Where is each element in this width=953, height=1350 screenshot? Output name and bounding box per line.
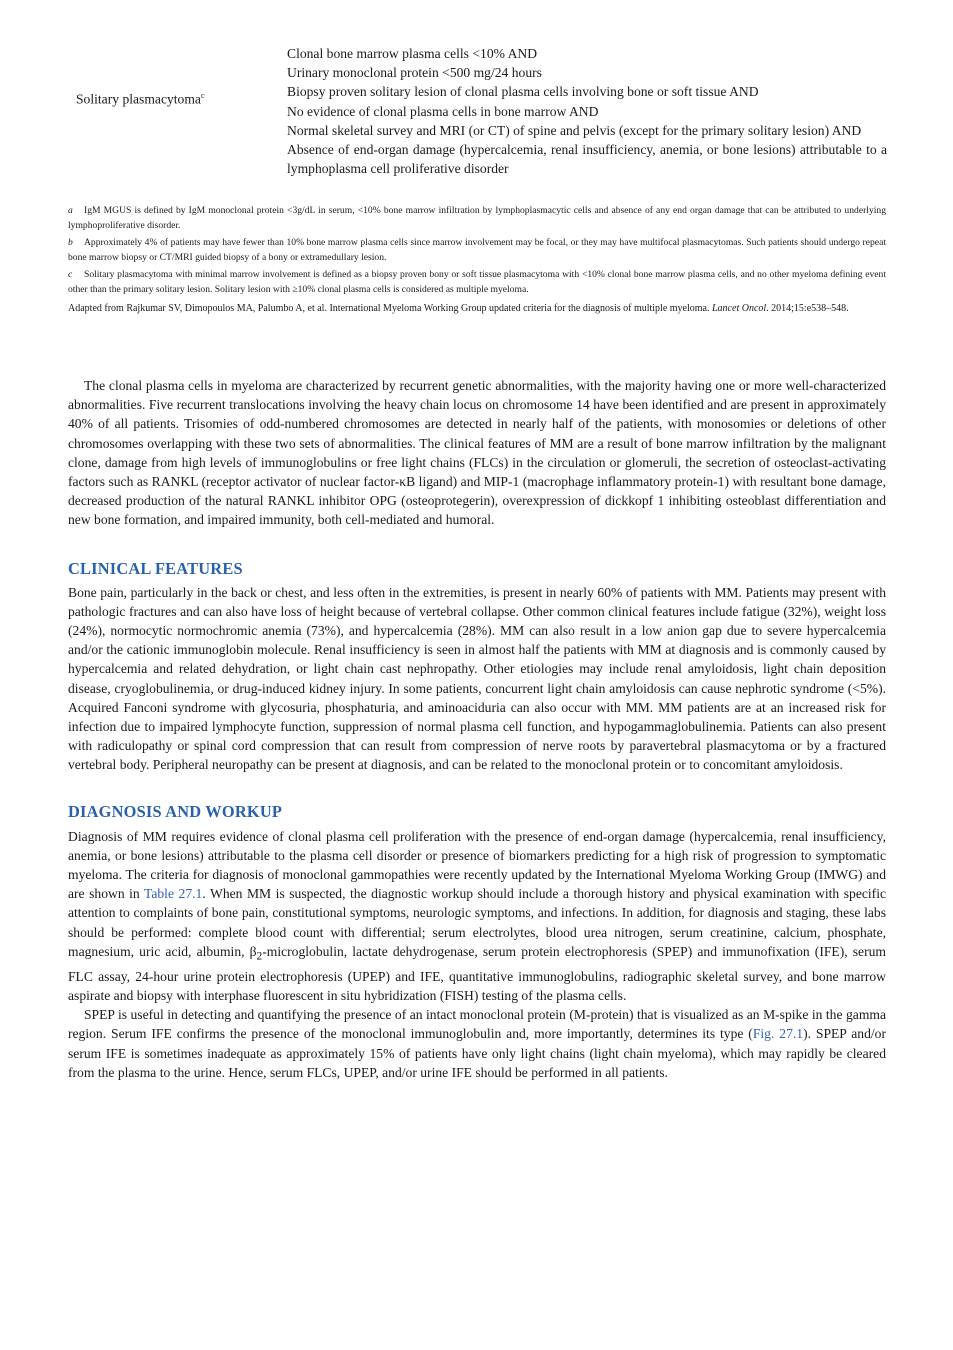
diagnosis-text: SPEP is useful in detecting and quantifying the presence of an intact monoclonal protein (M-protein) that is visualized as an M-spike in the gamma region. Serum IFE confirms the presence of the monoclonal immunoglobulin and, more importantly, determines its type ( [68, 1007, 886, 1042]
diagnosis-text: Diagnosis of MM requires evidence of clonal plasma cell proliferation with the presence of end-organ damage (hypercalcemia, renal insufficiency, anemia, or bone lesions) attributable to the plasma cell disorder or presence of biomarkers predicting for a high risk of progression to symptomatic myeloma. The criteria for diagnosis of monoclonal gammopathies were recently updated by the International Myeloma Working Group (IMWG) and are shown in [68, 828, 886, 902]
footnote-text: IgM MGUS is defined by IgM monoclonal protein <3g/dL in serum, <10% bone marrow infiltration by lymphoplasmacytic cells and absence of any end organ damage that can be attributed to underlying lymphoproliferative disorder. [68, 205, 886, 231]
intro-paragraph: The clonal plasma cells in myeloma are characterized by recurrent genetic abnormalities, with the majority having one or more well-characterized abnormalities. Five recurrent translocations involving the heavy chain locus on chromosome 14 have been identified and are present in approximately 40% of all patients. Trisomies of odd-numbered chromosomes are detected in nearly half of the patients, with monosomies or deletions of other chromosomes overlapping with these two sets of abnormalities. The clinical features of MM are a result of bone marrow infiltration by the malignant clone, damage from high levels of immunoglobulins or free light chains (FLCs) in the circulation or glomeruli, the secretion of osteoclast-activating factors such as RANKL (receptor activator of nuclear factor-κB ligand) and MIP-1 (macrophage inflammatory protein-1) with resultant bone damage, decreased production of the natural RANKL inhibitor OPG (osteoprotegerin), overexpression of dickkopf 1 inhibiting osteoblast differentiation and new bone formation, and impaired immunity, both cell-mediated and humoral. [68, 378, 886, 528]
term-text: Solitary plasmacytoma [76, 91, 201, 107]
table-source [68, 301, 886, 316]
row-term [76, 86, 205, 109]
diagnosis-text: . When MM is suspected, the diagnostic workup should include a thorough history and physical examination with specific attention to complaints of bone pain, constitutional symptoms, neurologic symptoms, and infections. In addition, for diagnosis and staging, these labs should be performed: complete blood count with differential; serum electrolytes, blood urea nitrogen, serum creatinine, calcium, phosphate, magnesium, uric acid, albumin, β [68, 886, 886, 959]
footnote-key: c [68, 269, 73, 281]
criterion-line: Normal skeletal survey and MRI (or CT) of spine and pelvis (except for the primary solitary lesion) AND [287, 122, 862, 138]
source-text: Adapted from Rajkumar SV, Dimopoulos MA, Palumbo A, et al. International Myeloma Working Group updated criteria for the diagnosis of multiple myeloma. [68, 302, 710, 314]
diagnosis-text: -microglobulin, lactate dehydrogenase, serum protein electrophoresis (SPEP) and immunofixation (IFE), serum FLC assay, 24-hour urine protein electrophoresis (UPEP) and IFE, quantitative immunoglobulins, radiographic skeletal survey, and bone marrow aspirate and biopsy with interphase fluorescent in situ hybridization (FISH) testing of the plasma cells. [68, 943, 886, 1003]
figure-reference-link[interactable]: Fig. 27.1 [752, 1026, 804, 1042]
source-citation: . 2014;15:e538–548. [766, 302, 849, 314]
diagnosis-text: ). SPEP and/or serum IFE is sometimes inadequate as approximately 15% of patients have only light chains (light chain myeloma), which may rapidly be cleared from the plasma to the urine. Hence, serum FLCs, UPEP, and/or urine IFE should be performed in all patients. [68, 1026, 886, 1080]
table-footnotes [68, 204, 886, 319]
footnote-c [68, 268, 886, 297]
footnote-text: Approximately 4% of patients may have fewer than 10% bone marrow plasma cells since marrow involvement may be focal, or they may have multifocal plasmacytomas. Such patients should undergo repeat bone marrow biopsy or CT/MRI guided biopsy of a bony or extramedullary lesion. [68, 237, 886, 263]
footnote-key: a [68, 205, 73, 216]
criterion-line: No evidence of clonal plasma cells in bone marrow AND [287, 103, 599, 119]
beta-subscript: 2 [256, 950, 263, 963]
footnote-b [68, 236, 886, 265]
row-criteria [287, 44, 887, 178]
footnote-key: b [68, 237, 73, 249]
diagnosis-paragraph-2 [68, 1005, 886, 1082]
table-reference-link[interactable]: Table 27.1 [144, 886, 203, 902]
footnote-a [68, 204, 886, 233]
term-footnote-marker: c [200, 91, 205, 100]
criterion-line: Biopsy proven solitary lesion of clonal plasma cells involving bone or soft tissue AND [287, 84, 759, 100]
clinical-features-heading: CLINICAL FEATURES [68, 558, 243, 578]
diagnosis-paragraph-1 [68, 827, 886, 1006]
criterion-line: Clonal bone marrow plasma cells <10% AND [287, 46, 538, 61]
main-content [68, 376, 886, 1082]
diagnosis-heading: DIAGNOSIS AND WORKUP [68, 801, 283, 821]
clinical-features-paragraph: Bone pain, particularly in the back or chest, and less often in the extremities, is present in nearly 60% of patients with MM. Patients may present with pathologic fractures and can also have loss of height because of vertebral collapse. Other common clinical features include fatigue (32%), weight loss (24%), normocytic normochromic anemia (73%), and hypercalcemia (28%). MM can also result in a low anion gap due to severe hypercalcemia and/or the cationic immunoglobin molecule. Renal insufficiency is seen in almost half the patients with MM at diagnosis and is commonly caused by hypercalcemia and related dehydration, or light chain cast nephropathy. Other etiologies may include renal amyloidosis, light chain deposition disease, cryoglobulinemia, or drug-induced kidney injury. In some patients, concurrent light chain amyloidosis can cause nephrotic syndrome (<5%). Acquired Fanconi syndrome with glycosuria, phosphaturia, and aminoaciduria can also occur with MM. MM patients are at an increased risk for infection due to impaired lymphocyte function, suppression of normal plasma cell function, and hypogammaglobulinemia. Patients can also present with radiculopathy or spinal cord compression that can result from compression of nerve roots by paravertebral plasmacytoma or by a fractured vertebral body. Peripheral neuropathy can be present at diagnosis, and can be related to the monoclonal protein or to concomitant amyloidosis. [68, 584, 886, 773]
criterion-line: Absence of end-organ damage (hypercalcemia, renal insufficiency, anemia, or bone lesions) attributable to a lymphoplasma cell proliferative disorder [287, 142, 887, 177]
footnote-text: Solitary plasmacytoma with minimal marrow involvement is defined as a biopsy proven bony or soft tissue plasmacytoma with <10% clonal bone marrow plasma cells, and no other myeloma defining event other than the primary solitary lesion. Solitary lesion with ≥10% clonal plasma cells is considered as multiple myeloma. [68, 269, 886, 295]
criterion-line: Urinary monoclonal protein <500 mg/24 hours [287, 65, 542, 81]
source-journal: Lancet Oncol [712, 302, 767, 314]
